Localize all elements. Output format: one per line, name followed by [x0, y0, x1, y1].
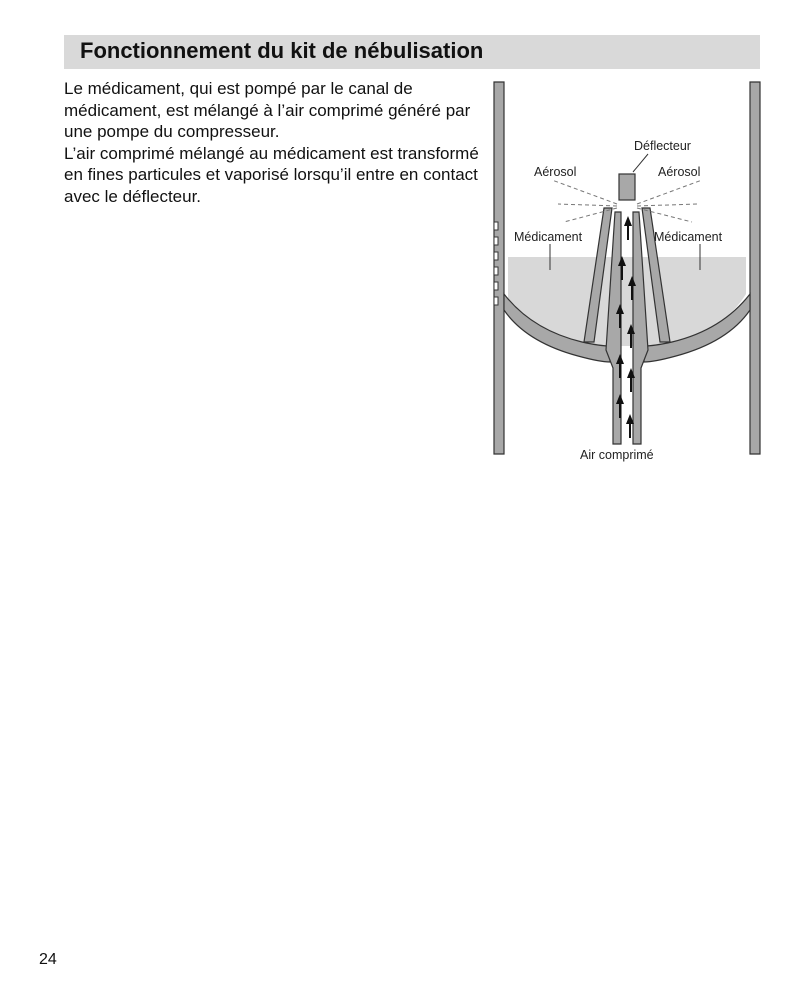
label-medication-right: Médicament — [654, 230, 723, 244]
air-nozzle-right — [633, 212, 648, 444]
air-nozzle-left — [606, 212, 621, 444]
section-heading: Fonctionnement du kit de nébulisation — [80, 38, 484, 63]
label-compressed-air: Air comprimé — [580, 448, 654, 462]
housing-wall-right — [750, 82, 760, 454]
label-medication-left: Médicament — [514, 230, 583, 244]
label-aerosol-right: Aérosol — [658, 165, 701, 179]
section-heading-bar — [64, 35, 760, 69]
paragraph-medication-pumping: Le médicament, qui est pompé par le canal de médicament, est mélangé à l’air comprimé généré par une pompe du compresseur. — [64, 79, 471, 141]
page-number: 24 — [39, 951, 57, 968]
paragraph-particle-vaporization: L’air comprimé mélangé au médicament est transformé en fines particules et vaporisé lorsqu’il entre en contact avec le déflecteur. — [64, 143, 479, 206]
deflector-leader — [633, 154, 648, 172]
label-aerosol-left: Aérosol — [534, 165, 577, 179]
deflector — [619, 174, 635, 200]
body-text — [64, 78, 494, 207]
label-deflector: Déflecteur — [634, 139, 691, 153]
nebulizer-diagram — [488, 72, 768, 472]
